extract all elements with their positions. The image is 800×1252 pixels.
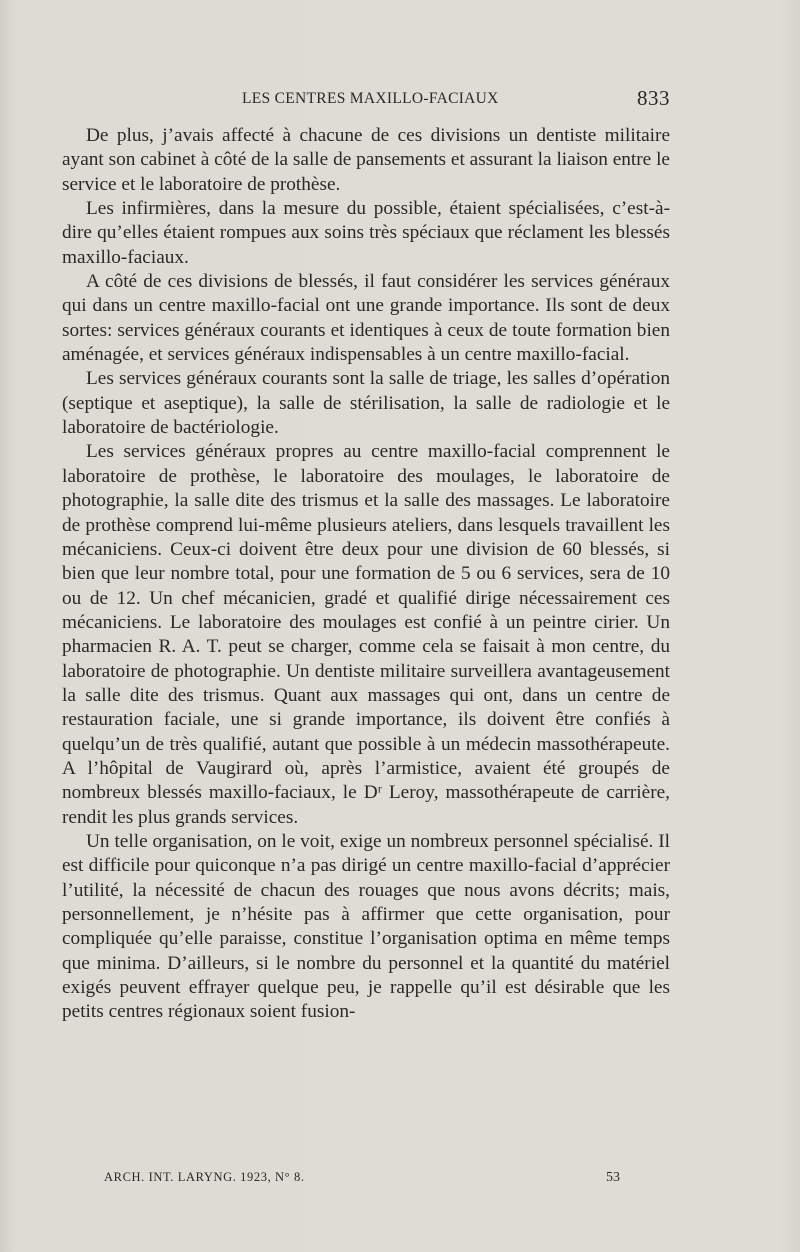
signature-mark: 53 [606,1170,620,1185]
paragraph-infirmieres: Les infirmières, dans la mesure du possible, étaient spécialisées, c’est-à-dire qu’elles étaient rompues aux soins très spéciaux que réclament les blessés maxillo-faciaux. [62,198,670,268]
paragraph-services-propres: Les services généraux propres au centre maxillo-facial comprennent le laboratoire de prothèse, le laboratoire des moulages, le laboratoire de photographie, la salle dite des trismus et la salle des massages. Le laboratoire de prothèse comprend lui-même plusieurs ateliers, dans lesquels travaillent les mécaniciens. Ceux-ci doivent être deux pour une division de 60 blessés, si bien que leur nombre total, pour une formation de 5 ou 6 services, sera de 10 ou de 12. Un chef mécanicien, gradé et qualifié dirige nécessairement ces mécaniciens. Le laboratoire des moulages est confié à un peintre cirier. Un pharmacien R. A. T. peut se charger, comme cela se faisait à mon centre, du laboratoire de photographie. Un dentiste militaire surveillera avantageusement la salle dite des trismus. Quant aux massages qui ont, dans un centre de restauration faciale, une si grande importance, ils doivent être confiés à quelqu’un de très qualifié, autant que possible à un médecin massothérapeute. A l’hôpital de Vaugirard où, après l’armistice, avaient été groupés de nombreux blessés maxillo-faciaux, le Dʳ Leroy, massothérapeute de carrière, rendit les plus grands services. [62,441,670,828]
body-text [62,124,670,1025]
paragraph-services-generaux: A côté de ces divisions de blessés, il faut considérer les services généraux qui dans un centre maxillo-facial ont une grande importance. Ils sont de deux sortes: services généraux courants et identiques à ceux de toute formation bien aménagée, et services généraux indispensables à un centre maxillo-facial. [62,271,670,366]
paragraph-services-courants: Les services généraux courants sont la salle de triage, les salles d’opération (septique et aseptique), la salle de stérilisation, la salle de radiologie et le laboratoire de bactériologie. [62,368,670,439]
page-footer [104,1170,620,1190]
running-header [62,88,670,112]
journal-reference: ARCH. INT. LARYNG. 1923, N° 8. [104,1170,305,1184]
paragraph-organisation: Un telle organisation, on le voit, exige un nombreux personnel spécialisé. Il est difficile pour quiconque n’a pas dirigé un centre maxillo-facial d’apprécier l’utilité, la nécessité de chacun des rouages que nous avons décrits; mais, personnellement, je n’hésite pas à affirmer que cette organisation, pour compliquée qu’elle paraisse, constitue l’organisation optima en même temps que minima. D’ailleurs, si le nombre du personnel et la quantité du matériel exigés peuvent effrayer quelque peu, je rappelle qu’il est désirable que les petits centres régionaux soient fusion- [62,830,670,1023]
running-title: LES CENTRES MAXILLO-FACIAUX [242,90,499,107]
page-number: 833 [637,86,670,110]
paragraph-dentiste: De plus, j’avais affecté à chacune de ces divisions un dentiste militaire ayant son cabinet à côté de la salle de pansements et assurant la liaison entre le service et le laboratoire de prothèse. [62,125,670,195]
